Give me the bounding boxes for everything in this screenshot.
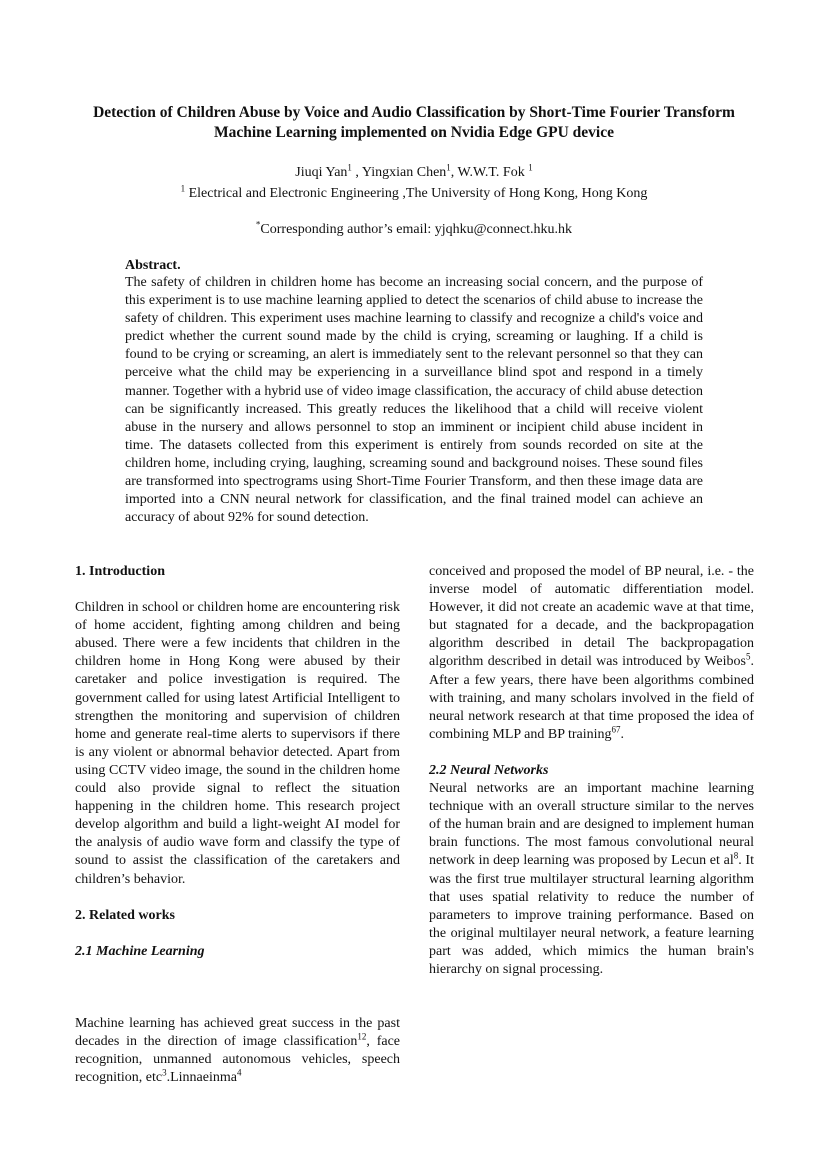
- citation-mark: 4: [236, 1067, 242, 1078]
- section-heading-related-works: 2. Related works: [75, 907, 175, 923]
- citation-mark: 67: [611, 724, 621, 735]
- ml-text: Machine learning has achieved great success in the past decades in the direction of image classification: [75, 1016, 400, 1050]
- author-name: , W.W.T. Fok: [450, 165, 529, 180]
- ml-text: , face recognition, unmanned autonomous vehicles, speech recognition, etc: [75, 1034, 400, 1086]
- author-affil-mark: 1: [446, 162, 451, 173]
- author-name: , Yingxian Chen: [351, 165, 447, 180]
- nn-text: . It was the first true multilayer structural learning algorithm that uses spatial relativity to reduce the number of parameters to improve training performance. Based on the original multilayer neural network, a feature learning part was added, which mimics the human brain's hierarchy on signal processing.: [429, 853, 754, 977]
- ml-text: conceived and proposed the model of BP neural, i.e. - the inverse model of automatic differentiation model. However, it did not create an academic wave at that time, but stagnated for a decade, and the backpropagation algorithm described in detail The backpropagation algorithm described in detail was introduced by Weibos: [429, 564, 754, 670]
- author-affil-mark: 1: [347, 162, 352, 173]
- citation-mark: 5: [746, 651, 751, 662]
- affiliation-mark: 1: [180, 183, 186, 194]
- corresponding-email: [80, 220, 748, 239]
- introduction-text: Children in school or children home are encountering risk of home accident, fighting among children and being abused. There were a few incidents that children in the children home in Hong Kong were abused by their caretaker and police investigation is required. The government called for using latest Artificial Intelligent to strengthen the monitoring and supervision of children home and generate real-time alerts to supervisors if there is any violent or abnormal behavior detected. Apart from using CCTV video image, the sound in the children home could also provide signal to reflect the situation happening in the children home. This research project develop algorithm and build a light-weight AI model for the analysis of audio wave form and classify the type of sound to assist the classification of the caretakers and children’s behavior.: [75, 600, 400, 887]
- machine-learning-continued-text: [429, 563, 754, 744]
- author-name: Jiuqi Yan: [295, 165, 348, 180]
- nn-text: Neural networks are an important machine learning technique with an overall structure similar to the nerves of the human brain and are designed to implement human brain functions. The most famous convolutional neural network in deep learning was proposed by Lecun et al: [429, 781, 754, 869]
- author-list: [80, 163, 748, 182]
- affiliation-text: Electrical and Electronic Engineering ,The University of Hong Kong, Hong Kong: [185, 186, 648, 201]
- corresponding-mark: *: [255, 219, 261, 230]
- machine-learning-text: [75, 1015, 400, 1087]
- ml-text: .Linnaeinma: [166, 1070, 237, 1086]
- ml-text: .: [620, 726, 625, 742]
- abstract-text: The safety of children in children home has become an increasing social concern, and the purpose of this experiment is to use machine learning applied to detect the scenarios of child abuse to increase the safety of children. This experiment uses machine learning to classify and recognize a child's voice and predict whether the current sound made by the child is crying, screaming or laughing. If a child is found to be crying or screaming, an alert is immediately sent to the relevant personnel so that they can perceive what the child may be experiencing in a surveillance blind spot and respond in a timely manner. Together with a hybrid use of video image classification, the accuracy of child abuse detection can be significantly increased. This greatly reduces the likelihood that a child will receive violent abuse in the nursery and allows personnel to stop an imminent or incipient child abuse incident in time. The datasets collected from this experiment is entirely from sounds recorded on site at the children home, including crying, laughing, screaming sound and background noises. These sound files are transformed into spectrograms using Short-Time Fourier Transform, and then these image data are imported into a CNN neural network for classification, and the final trained model can achieve an accuracy of about 92% for sound detection.: [125, 275, 703, 526]
- citation-mark: 12: [357, 1031, 367, 1042]
- machine-learning-text-start: [75, 1015, 400, 1087]
- affiliation: [80, 184, 748, 203]
- paper-title: Detection of Children Abuse by Voice and Audio Classification by Short-Time Fourier Transform Machine Learning implemented on Nvidia Edge GPU device: [93, 104, 735, 141]
- abstract-heading: Abstract.: [125, 258, 181, 273]
- subsection-heading-neural-networks: 2.2 Neural Networks: [429, 762, 549, 778]
- email-text: Corresponding author’s email: yjqhku@connect.hku.hk: [260, 222, 573, 237]
- citation-mark: 8: [733, 850, 739, 861]
- section-heading-introduction: 1. Introduction: [75, 564, 165, 579]
- neural-networks-text: [429, 780, 754, 979]
- subsection-heading-machine-learning: 2.1 Machine Learning: [75, 943, 205, 959]
- right-column: [429, 563, 754, 979]
- ml-text: . After a few years, there have been algorithms combined with training, and many scholars involved in the field of neural network research at that time proposed the idea of combining MLP and BP training: [429, 654, 754, 742]
- left-column: [75, 563, 400, 961]
- author-affil-mark: 1: [528, 162, 533, 173]
- citation-mark: 3: [162, 1067, 167, 1078]
